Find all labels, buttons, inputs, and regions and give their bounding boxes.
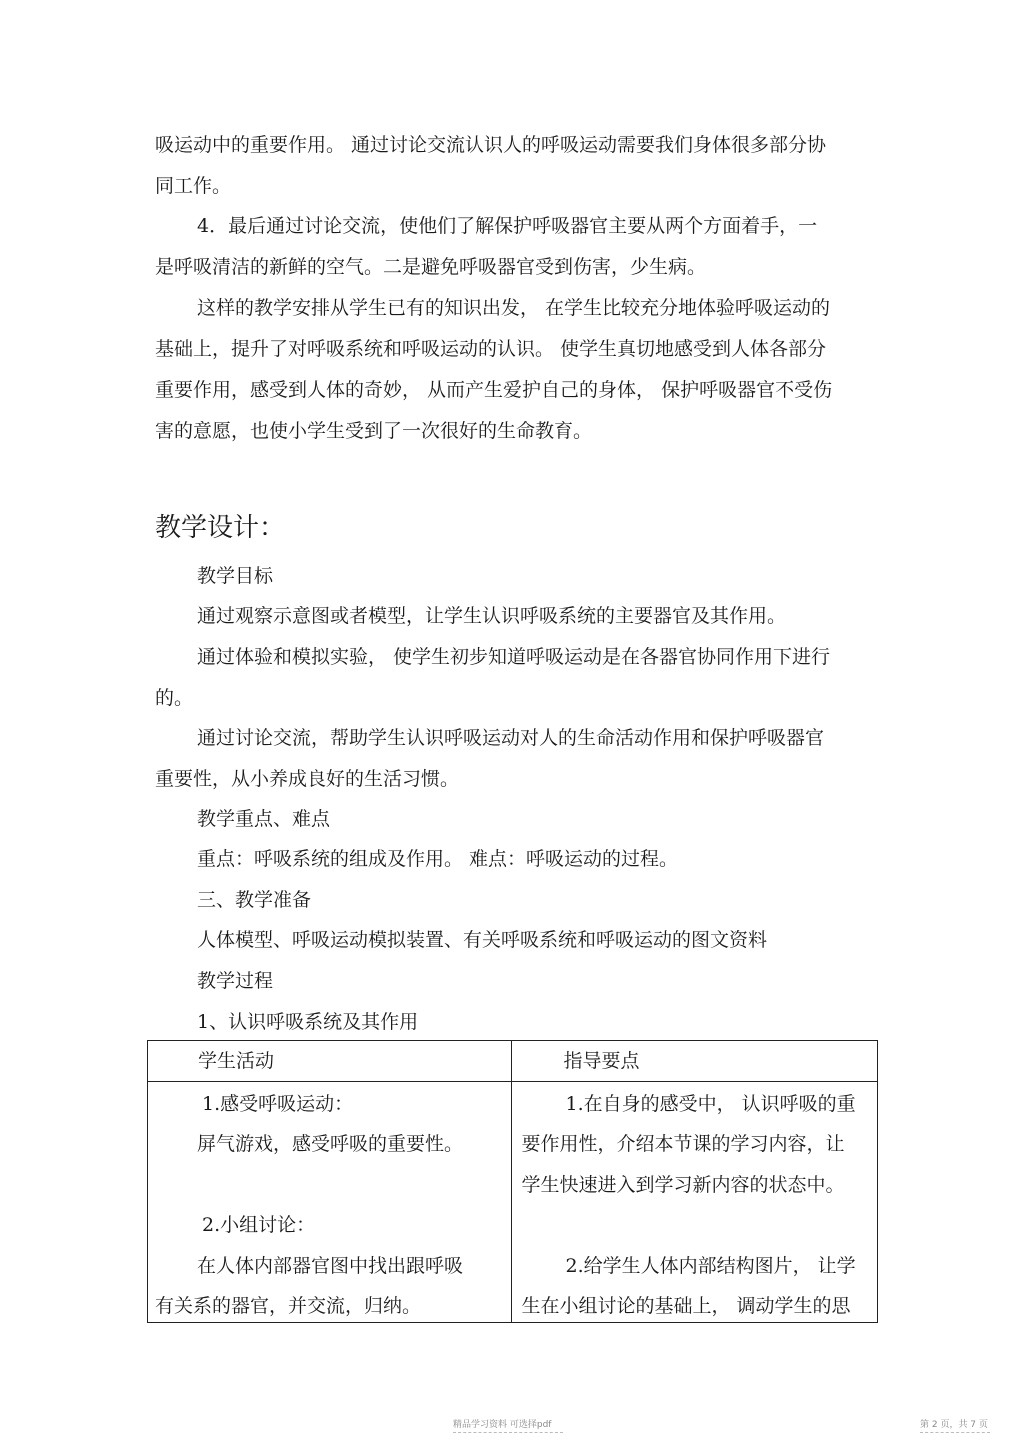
design-line: 通过讨论交流，帮助学生认识呼吸运动对人的生命活动作用和保护呼吸器官 xyxy=(197,727,825,749)
design-line: 教学过程 xyxy=(197,970,274,992)
design-line: 的。 xyxy=(155,687,194,709)
intro-line: 基础上，提升了对呼吸系统和呼吸运动的认识。 使学生真切地感受到人体各部分 xyxy=(155,338,827,360)
cell-line: 2.小组讨论： xyxy=(202,1214,316,1236)
cell-line: 1.在自身的感受中， 认识呼吸的重 xyxy=(565,1093,856,1115)
cell-line: 在人体内部器官图中找出跟呼吸 xyxy=(197,1255,464,1277)
table-cell-guidance xyxy=(511,1082,878,1323)
footer-watermark: 精品学习资料 可选择pdf xyxy=(453,1420,552,1430)
cell-line: 生在小组讨论的基础上， 调动学生的思 xyxy=(521,1295,851,1317)
cell-line: 要作用性，介绍本节课的学习内容，让 xyxy=(521,1133,845,1155)
footer-divider xyxy=(453,1432,563,1433)
table-row xyxy=(148,1082,878,1323)
intro-line: 4．最后通过讨论交流，使他们了解保护呼吸器官主要从两个方面着手，一 xyxy=(197,215,818,237)
table-header-cell xyxy=(511,1041,878,1082)
design-line: 通过观察示意图或者模型，让学生认识呼吸系统的主要器官及其作用。 xyxy=(197,605,787,627)
design-line: 1、认识呼吸系统及其作用 xyxy=(197,1011,419,1033)
intro-line: 害的意愿，也使小学生受到了一次很好的生命教育。 xyxy=(155,420,593,442)
cell-line: 1.感受呼吸运动： xyxy=(202,1093,354,1115)
footer-divider xyxy=(920,1432,990,1433)
intro-line: 这样的教学安排从学生已有的知识出发， 在学生比较充分地体验呼吸运动的 xyxy=(197,297,831,319)
table-cell-student xyxy=(148,1082,512,1323)
header-student-activity: 学生活动 xyxy=(198,1050,275,1072)
table-header-cell xyxy=(148,1041,512,1082)
cell-line: 屏气游戏，感受呼吸的重要性。 xyxy=(197,1133,464,1155)
design-line: 重要性，从小养成良好的生活习惯。 xyxy=(155,768,460,790)
design-line: 教学重点、难点 xyxy=(197,808,331,830)
design-line: 三、教学准备 xyxy=(197,889,312,911)
table-header-row xyxy=(148,1041,878,1082)
process-table xyxy=(147,1040,878,1323)
page-number: 第 2 页，共 7 页 xyxy=(920,1420,988,1430)
header-guidance-points: 指导要点 xyxy=(563,1050,640,1072)
section-heading: 教学设计： xyxy=(155,513,286,543)
design-line: 通过体验和模拟实验， 使学生初步知道呼吸运动是在各器官协同作用下进行 xyxy=(197,646,831,668)
design-line: 人体模型、呼吸运动模拟装置、有关呼吸系统和呼吸运动的图文资料 xyxy=(197,929,768,951)
cell-line: 有关系的器官，并交流，归纳。 xyxy=(155,1295,422,1317)
design-line: 重点：呼吸系统的组成及作用。 难点：呼吸运动的过程。 xyxy=(197,848,679,870)
cell-line: 学生快速进入到学习新内容的状态中。 xyxy=(521,1174,845,1196)
intro-line: 吸运动中的重要作用。 通过讨论交流认识人的呼吸运动需要我们身体很多部分协 xyxy=(155,134,827,156)
intro-line: 同工作。 xyxy=(155,175,232,197)
design-line: 教学目标 xyxy=(197,565,274,587)
intro-line: 重要作用，感受到人体的奇妙， 从而产生爱护自己的身体， 保护呼吸器官不受伤 xyxy=(155,379,833,401)
intro-line: 是呼吸清洁的新鲜的空气。二是避免呼吸器官受到伤害，少生病。 xyxy=(155,256,707,278)
cell-line: 2.给学生人体内部结构图片， 让学 xyxy=(565,1255,856,1277)
